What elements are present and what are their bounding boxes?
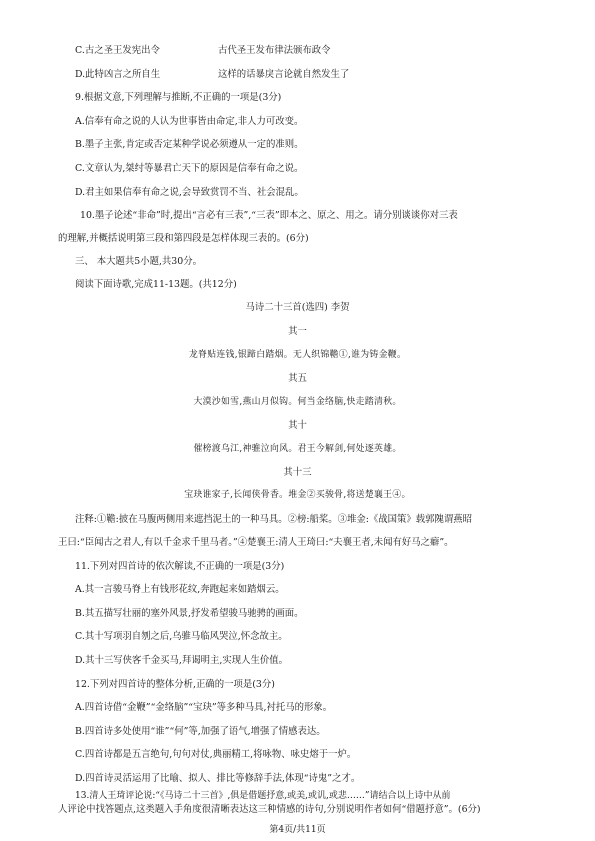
question-12-option-c: C.四首诗都是五言绝句,句句对仗,典丽精工,将咏物、咏史熔于一炉。 — [75, 749, 357, 760]
option-c-text: C.古之圣王发宪出令 — [75, 45, 160, 56]
poem-heading-1: 其一 — [288, 326, 307, 337]
reading-instruction: 阅读下面诗歌,完成11-13题。(共12分) — [75, 279, 237, 290]
section-3-heading: 三、 本大题共5小题,共30分。 — [75, 256, 202, 267]
question-12-option-a: A.四首诗借“金鞭”“金络脑”“宝玦”等多种马具,衬托马的形象。 — [75, 702, 333, 713]
notes-line-1: 注释:①韂:披在马腹两侧用来遮挡泥土的一种马具。②榜:船桨。③堆金:《战国策》载郭隗谓燕昭 — [75, 514, 473, 525]
poem-title: 马诗二十三首(选四) 李贺 — [245, 302, 350, 313]
poem-verse-13: 宝玦谁家子,长闻侠骨香。堆金②买骏骨,将送楚襄王④。 — [184, 490, 411, 500]
poem-heading-13: 其十三 — [283, 467, 312, 478]
question-9-option-a: A.信奉有命之说的人认为世事皆由命定,非人力可改变。 — [75, 116, 304, 127]
question-11-option-a: A.其一言骏马脊上有钱形花纹,奔跑起来如踏烟云。 — [75, 584, 285, 595]
option-d-text: D.此特凶言之所自生 — [75, 69, 161, 80]
page-footer: 第4页/共11页 — [269, 825, 326, 835]
question-9-stem: 9.根据文意,下列理解与推断,不正确的一项是(3分) — [75, 92, 282, 103]
question-11-option-c: C.其十写项羽自刎之后,乌骓马临风哭泣,怀念故主。 — [75, 631, 288, 642]
option-c-translation: 古代圣王发布律法颁布政令 — [218, 45, 331, 56]
question-12-stem: 12.下列对四首诗的整体分析,正确的一项是(3分) — [75, 679, 275, 690]
question-11-option-d: D.其十三写侠客千金买马,拜谒明主,实现人生价值。 — [75, 655, 288, 666]
question-12-option-b: B.四首诗多处使用“谁”“何”等,加强了语气,增强了情感表达。 — [75, 726, 326, 737]
option-d-translation: 这样的话暴戾言论就自然发生了 — [218, 69, 350, 80]
question-11-option-b: B.其五描写壮丽的塞外风景,抒发希望骏马驰骋的画面。 — [75, 608, 304, 619]
poem-verse-5: 大漠沙如雪,燕山月似钩。何当金络脑,快走踏清秋。 — [193, 397, 402, 407]
question-12-option-d: D.四首诗灵活运用了比喻、拟人、排比等修辞手法,体现“诗鬼”之才。 — [75, 773, 361, 784]
question-13-line-2: 人评论中找答题点,这类题入手角度很清晰表达这三种情感的诗句,分别说明作者如何“借题抒意”。(6分) — [58, 804, 481, 815]
question-9-option-d: D.君主如果信奉有命之说,会导致赏罚不当、社会混乱。 — [75, 187, 304, 198]
question-11-stem: 11.下列对四首诗的依次解读,不正确的一项是(3分) — [75, 561, 285, 572]
question-10-line-2: 的理解,并概括说明第三段和第四段是怎样体现三表的。(6分) — [58, 233, 309, 244]
poem-heading-5: 其五 — [288, 373, 307, 384]
question-13-line-1: 13.清人王琦评论说:“《马诗二十三首》,俱是借题抒意,或美,或讥,或悲……”请结合以上诗中从前 — [75, 791, 451, 801]
question-10-line-1: 10.墨子论述“非命”时,提出“言必有三表”,“三表”即本之、原之、用之。请分别谈谈你对三表 — [80, 210, 458, 221]
question-9-option-c: C.文章认为,桀纣等暴君亡天下的原因是信奉有命之说。 — [75, 163, 304, 174]
poem-verse-1: 龙脊贴连钱,银蹄白踏烟。无人织锦韂①,谁为铸金鞭。 — [188, 350, 407, 360]
poem-verse-10: 催榜渡乌江,神骓泣向风。君王今解剑,何处逐英雄。 — [193, 444, 402, 454]
question-9-option-b: B.墨子主张,肯定或否定某种学说必须遵从一定的准则。 — [75, 139, 304, 150]
notes-line-2: 王曰:“臣闻古之君人,有以千金求千里马者。”④楚襄王:清人王琦曰:“夫襄王者,未闻有好马之癖”。 — [58, 537, 454, 548]
poem-heading-10: 其十 — [288, 420, 307, 431]
